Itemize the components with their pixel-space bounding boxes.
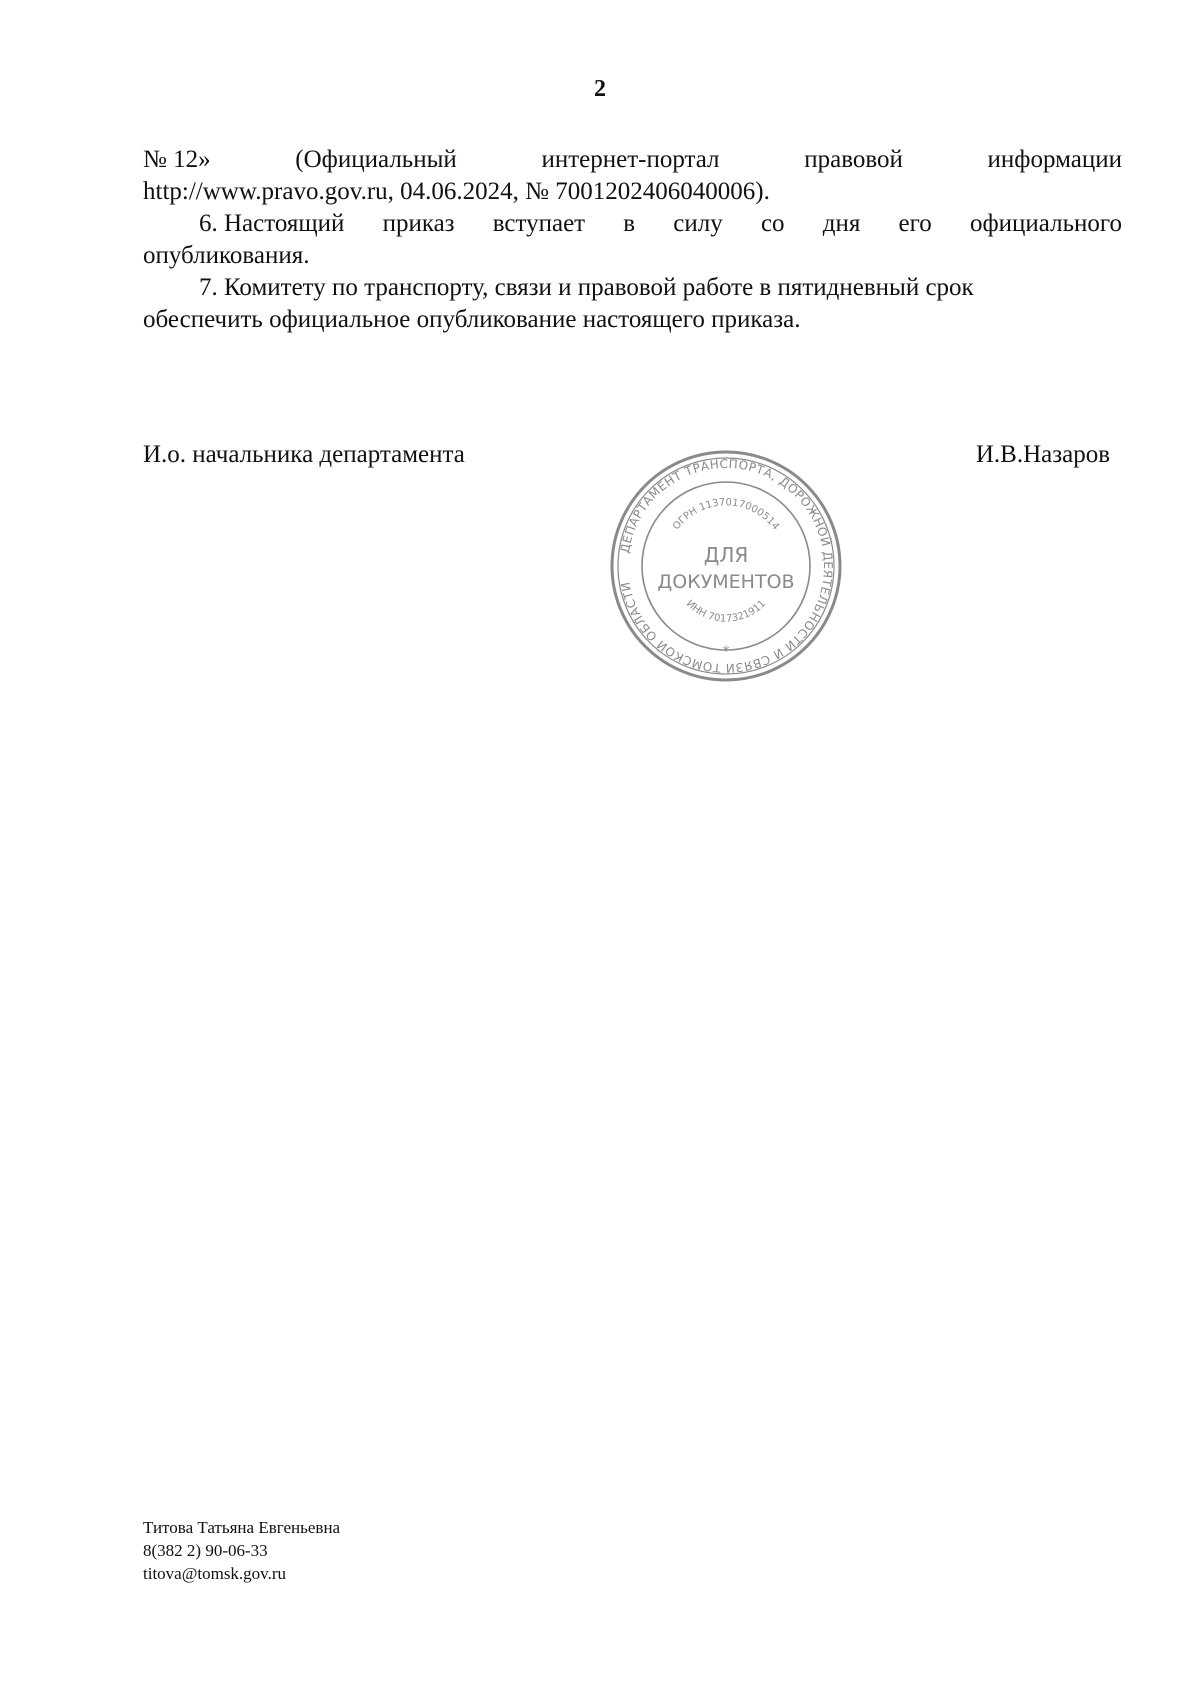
text-line: 7. Комитету по транспорту, связи и правовой работе в пятидневный срок <box>199 274 974 301</box>
official-seal <box>606 446 846 686</box>
word: со <box>760 210 785 237</box>
word: приказ <box>382 210 455 237</box>
word: силу <box>673 210 723 237</box>
word: его <box>898 210 932 237</box>
word: вступает <box>492 210 586 237</box>
word: в <box>623 210 636 237</box>
seal-ogrn-text: ОГРН 1137017000514 <box>670 497 782 533</box>
word: 6. Настоящий <box>199 210 345 237</box>
seal-star: * <box>722 644 730 660</box>
contact-phone: 8(382 2) 90-06-33 <box>143 1541 268 1560</box>
signatory-role: И.о. начальника департамента <box>143 441 465 468</box>
signatory-name: И.В.Назаров <box>975 441 1110 468</box>
page-number: 2 <box>594 76 606 102</box>
justified-line <box>143 144 1122 176</box>
contact-block <box>143 1516 340 1585</box>
svg-text:ИНН 7017321911 <box>684 598 768 624</box>
seal-center-line-2: ДОКУМЕНТОВ <box>657 571 795 593</box>
contact-name: Титова Татьяна Евгеньевна <box>143 1518 341 1537</box>
justified-line <box>143 208 1122 240</box>
seal-outer-text: ДЕПАРТАМЕНТ ТРАНСПОРТА, ДОРОЖНОЙ ДЕЯТЕЛЬНОСТИ И СВЯЗИ ТОМСКОЙ ОБЛАСТИ <box>617 456 836 676</box>
word: № 12» <box>143 146 211 173</box>
paragraph-item-7 <box>143 272 1122 336</box>
word: (Официальный <box>295 146 457 173</box>
text-line: http://www.pravo.gov.ru, 04.06.2024, № 7001202406040006). <box>143 178 770 205</box>
word: правовой <box>804 146 903 173</box>
svg-text:ОГРН 1137017000514 <box>671 497 781 532</box>
word: дня <box>822 210 861 237</box>
paragraph-source-reference <box>143 144 1122 208</box>
seal-center-line-1: ДЛЯ <box>703 543 749 567</box>
word: официального <box>969 210 1122 237</box>
seal-inn-text: ИНН 7017321911 <box>683 598 769 625</box>
contact-email: titova@tomsk.gov.ru <box>143 1564 286 1583</box>
word: интернет-портал <box>541 146 720 173</box>
seal-graphic <box>606 446 846 686</box>
text-line: опубликования. <box>143 242 310 269</box>
paragraph-item-6 <box>143 208 1122 272</box>
text-line: обеспечить официальное опубликование настоящего приказа. <box>143 306 801 333</box>
word: информации <box>987 146 1122 173</box>
